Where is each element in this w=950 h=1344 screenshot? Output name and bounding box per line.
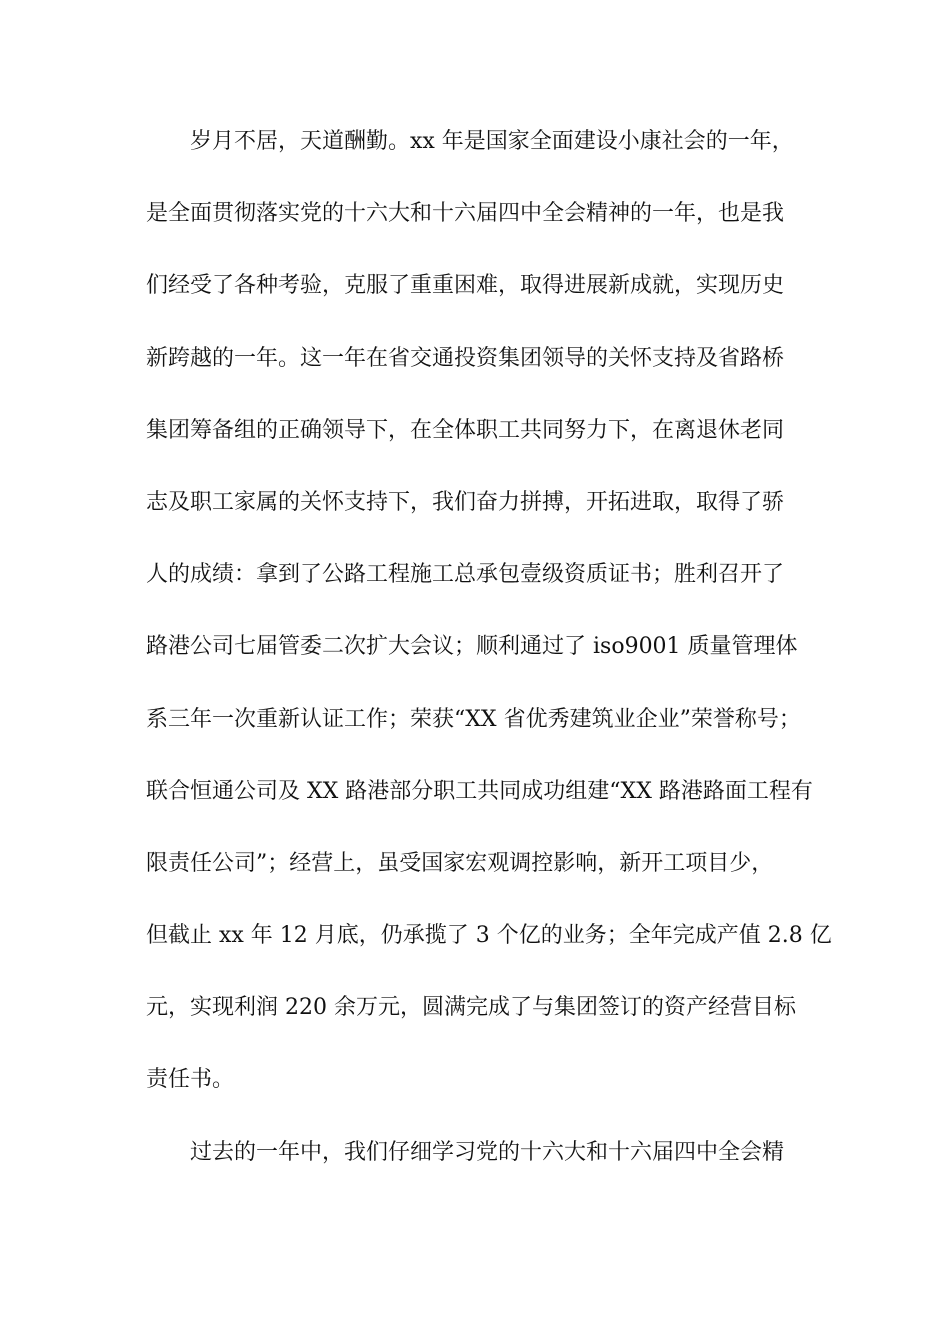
paragraph-1-line-14: 责任书。 xyxy=(146,1067,235,1093)
paragraph-1-line-13: 元，实现利润 220 余万元，圆满完成了与集团签订的资产经营目标 xyxy=(146,995,796,1021)
paragraph-1-line-1: 岁月不居，天道酬勤。xx 年是国家全面建设小康社会的一年， xyxy=(190,129,794,154)
paragraph-1-line-12: 但截止 xx 年 12 月底，仍承揽了 3 个亿的业务；全年完成产值 2.8 亿 xyxy=(146,923,832,949)
paragraph-2-line-1: 过去的一年中，我们仔细学习党的十六大和十六届四中全会精 xyxy=(190,1139,785,1165)
paragraph-1-line-6: 志及职工家属的关怀支持下，我们奋力拼搏，开拓进取，取得了骄 xyxy=(146,489,785,515)
paragraph-1-line-8: 路港公司七届管委二次扩大会议；顺利通过了 iso9001 质量管理体 xyxy=(146,634,798,660)
paragraph-1-line-4: 新跨越的一年。这一年在省交通投资集团领导的关怀支持及省路桥 xyxy=(146,345,785,371)
paragraph-1-line-11: 限责任公司”；经营上，虽受国家宏观调控影响，新开工项目少， xyxy=(146,850,774,876)
paragraph-1-line-3: 们经受了各种考验，克服了重重困难，取得进展新成就，实现历史 xyxy=(146,273,785,299)
paragraph-1-line-9: 系三年一次重新认证工作；荣获“XX 省优秀建筑业企业”荣誉称号； xyxy=(146,706,801,732)
paragraph-1-line-10: 联合恒通公司及 XX 路港部分职工共同成功组建“XX 路港路面工程有 xyxy=(146,778,813,804)
body-text xyxy=(146,129,832,1213)
paragraph-1-line-5: 集团筹备组的正确领导下，在全体职工共同努力下，在离退休老同 xyxy=(146,417,785,443)
paragraph-1-line-2: 是全面贯彻落实党的十六大和十六届四中全会精神的一年，也是我 xyxy=(146,201,785,227)
paragraph-1-line-7: 人的成绩：拿到了公路工程施工总承包壹级资质证书；胜利召开了 xyxy=(146,562,785,588)
